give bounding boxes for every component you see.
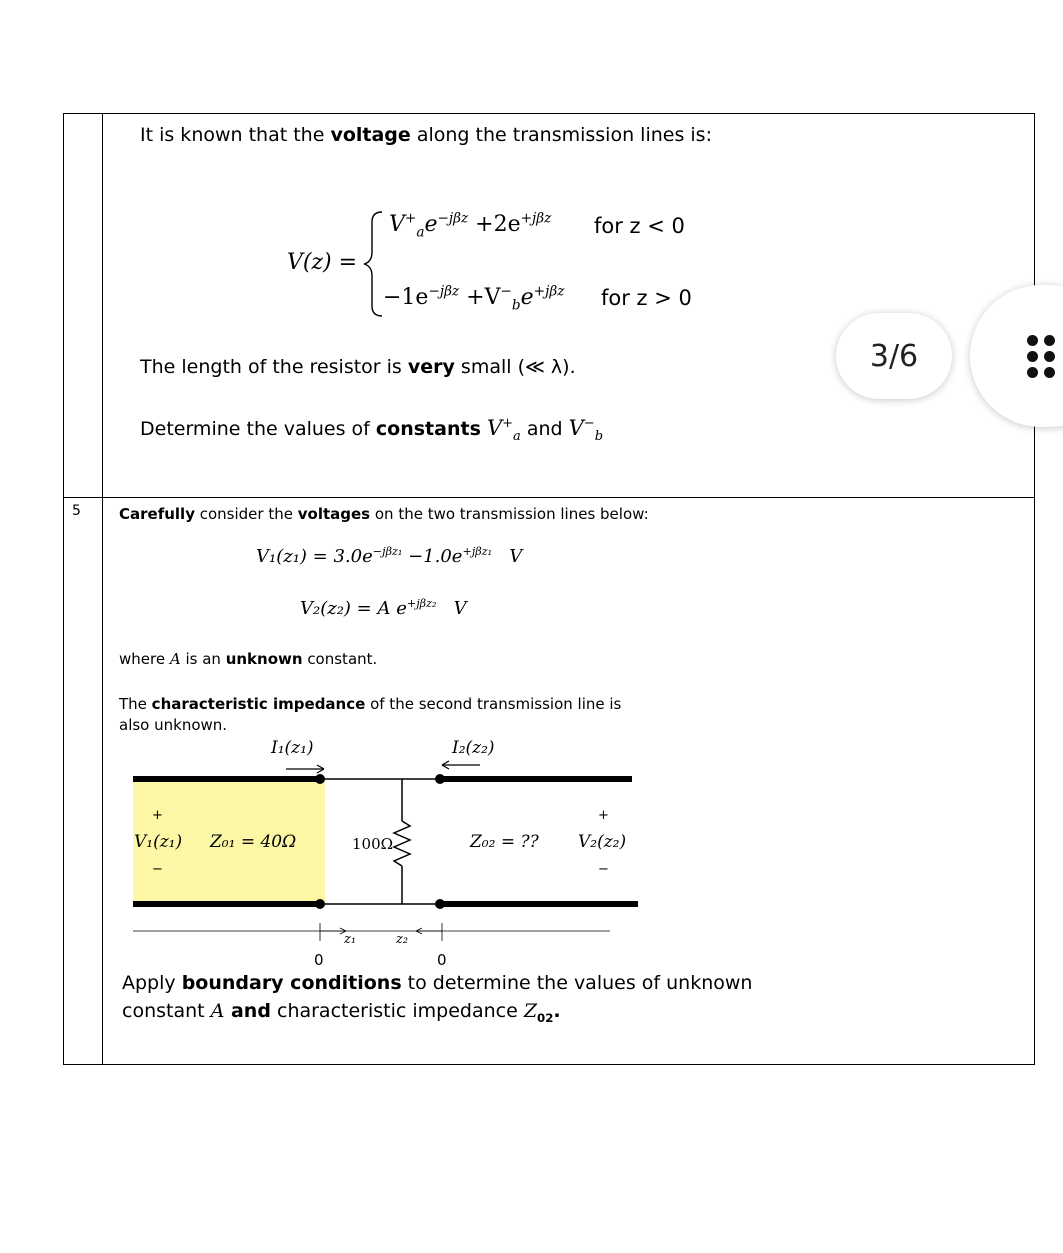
- case1-expression: $V^+_ae^{-j\beta z} +2e^{+j\beta z}$: [389, 210, 552, 241]
- plus-left: +: [152, 808, 163, 823]
- grid-dots-icon: [1027, 335, 1059, 379]
- menu-button[interactable]: [970, 285, 1063, 427]
- voltage-intro: It is known that the voltage along the transmission lines is:: [140, 124, 712, 146]
- z1-axis-label: z₁: [344, 932, 357, 947]
- node-right-bottom: [435, 899, 445, 909]
- table-row-divider: [63, 497, 1035, 498]
- z01-label: Z₀₁ = 40Ω: [210, 832, 297, 852]
- case2-expression: $-1e^{-j\beta z} +V^-_be^{+j\beta z}$: [383, 283, 565, 314]
- table-right-border: [1034, 113, 1035, 1065]
- resistor-label: 100Ω: [352, 835, 394, 853]
- origin-left: 0: [314, 951, 324, 969]
- apply-boundary-line1: Apply boundary conditions to determine the values of unknown: [122, 972, 753, 994]
- characteristic-impedance-text: The characteristic impedance of the second transmission line is also unknown.: [119, 695, 622, 734]
- question-number: 5: [72, 503, 81, 519]
- minus-right: −: [598, 862, 609, 877]
- resistor-zigzag: [394, 821, 410, 866]
- determine-constants-text: Determine the values of constants $V^+_a$ and $V^-_b$: [140, 416, 604, 445]
- voltage-equation-2: V₂(z₂) = A $e^{+j\beta z_2}$ V: [300, 597, 467, 619]
- apply-boundary-line2: constant A and characteristic impedance $Z_{02}$.: [122, 1000, 561, 1025]
- v1-label: V₁(z₁): [134, 832, 183, 852]
- resistor-length-text: The length of the resistor is very small (≪ λ).: [140, 356, 576, 378]
- minus-left: −: [152, 862, 163, 877]
- z2-axis-label: z₂: [396, 932, 409, 947]
- page-indicator[interactable]: [836, 313, 952, 399]
- case1-condition: for z < 0: [594, 214, 685, 238]
- table-bottom-border: [63, 1064, 1035, 1065]
- current1-label: I₁(z₁): [271, 738, 314, 758]
- case2-condition: for z > 0: [601, 286, 692, 310]
- page-indicator-label: 3/6: [869, 338, 919, 374]
- table-top-border: [63, 113, 1035, 114]
- z02-label: Z₀₂ = ??: [470, 832, 539, 852]
- plus-right: +: [598, 808, 609, 823]
- node-left-bottom: [315, 899, 325, 909]
- unknown-constant-text: where A is an unknown constant.: [119, 650, 378, 668]
- voltage-equation-1: $V_1(z_1) = 3.0e^{-j\beta z_1} -1.0e^{+j\beta z_1}$ V: [256, 545, 523, 567]
- v2-label: V₂(z₂): [578, 832, 627, 852]
- voltage-lhs: V(z) =: [287, 250, 358, 275]
- node-right-top: [435, 774, 445, 784]
- table-inner-divider: [102, 113, 103, 1065]
- current2-label: I₂(z₂): [452, 738, 495, 758]
- table-left-border: [63, 113, 64, 1065]
- node-left-top: [315, 774, 325, 784]
- voltages-intro: Carefully consider the voltages on the two transmission lines below:: [119, 505, 649, 523]
- origin-right: 0: [437, 951, 447, 969]
- transmission-line-circuit: [120, 735, 640, 975]
